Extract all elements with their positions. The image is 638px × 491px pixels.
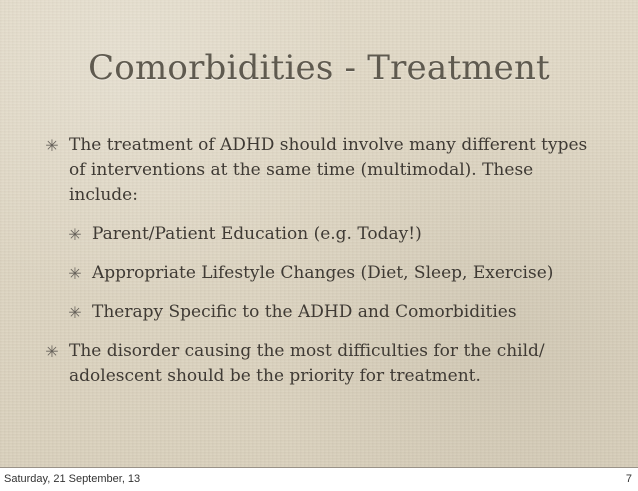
sub-bullet-therapy bbox=[0, 300, 612, 325]
bullet-priority bbox=[0, 339, 589, 389]
bullet-treatment-overview bbox=[0, 133, 589, 208]
sub-bullet-text-education: Parent/Patient Education (e.g. Today!) bbox=[92, 224, 422, 244]
asterisk-icon: ✳ bbox=[45, 136, 59, 155]
sub-bullet-education bbox=[0, 222, 612, 247]
slide-content bbox=[0, 133, 638, 403]
bullet-text-priority: The disorder causing the most difficulties for the child/ adolescent should be the priority for treatment. bbox=[69, 341, 545, 386]
asterisk-icon: ✳ bbox=[68, 303, 82, 322]
asterisk-icon: ✳ bbox=[45, 342, 59, 361]
sub-bullet-text-lifestyle: Appropriate Lifestyle Changes (Diet, Sleep, Exercise) bbox=[92, 263, 554, 283]
page-number: 7 bbox=[625, 473, 632, 485]
footer-bar bbox=[0, 468, 638, 491]
asterisk-icon: ✳ bbox=[68, 264, 82, 283]
footer-date: Saturday, 21 September, 13 bbox=[4, 473, 141, 485]
sub-bullet-lifestyle bbox=[0, 261, 612, 286]
bullet-text-treatment-overview: The treatment of ADHD should involve many different types of interventions at the same time (multimodal). These include: bbox=[69, 135, 588, 205]
slide-title: Comorbidities - Treatment bbox=[88, 48, 550, 88]
asterisk-icon: ✳ bbox=[68, 225, 82, 244]
sub-bullet-text-therapy: Therapy Specific to the ADHD and Comorbidities bbox=[92, 302, 517, 322]
